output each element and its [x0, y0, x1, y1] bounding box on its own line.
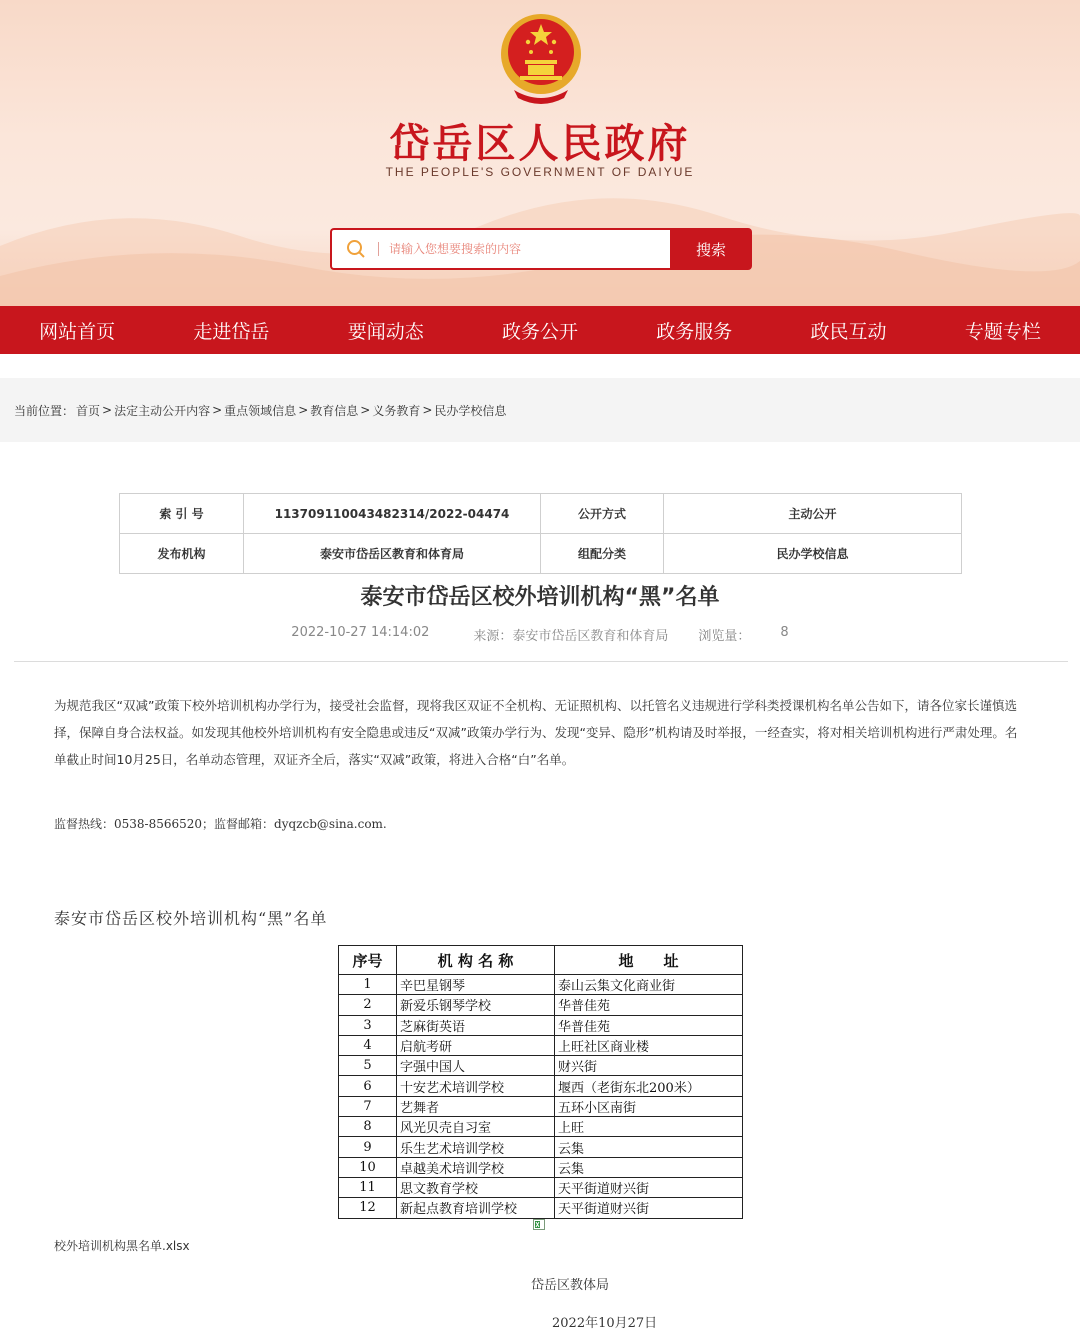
row-address: 华普佳苑: [555, 1015, 743, 1035]
nav-news[interactable]: 要闻动态: [347, 320, 424, 343]
table-row: [339, 1177, 743, 1197]
nav-services[interactable]: 政务服务: [656, 320, 733, 343]
table-row: [339, 1137, 743, 1157]
divider: [14, 661, 1068, 662]
meta-index-label: 索 引 号: [120, 494, 244, 534]
row-no: 12: [339, 1198, 397, 1218]
row-no: 7: [339, 1096, 397, 1116]
table-header-address: 地 址: [555, 946, 743, 975]
search-bar: [330, 228, 752, 270]
row-address: 上旺社区商业楼: [555, 1035, 743, 1055]
table-row: [339, 1198, 743, 1218]
breadcrumb-sep: >: [102, 403, 113, 417]
meta-publisher-label: 发布机构: [120, 534, 244, 574]
article-views-label: 浏览量：: [698, 629, 751, 644]
row-no: 4: [339, 1035, 397, 1055]
article-date: 2022-10-27 14:14:02: [291, 625, 430, 640]
row-no: 1: [339, 975, 397, 995]
search-button[interactable]: 搜索: [670, 228, 752, 270]
meta-method-value: 主动公开: [664, 494, 962, 534]
search-icon: [346, 239, 366, 259]
row-address: 泰山云集文化商业街: [555, 975, 743, 995]
search-separator: [378, 242, 379, 256]
row-address: 五环小区南街: [555, 1096, 743, 1116]
row-name: 芝麻街英语: [397, 1015, 555, 1035]
excel-file-icon[interactable]: [533, 1219, 545, 1230]
search-box: [330, 228, 670, 270]
row-no: 8: [339, 1117, 397, 1137]
row-name: 十安艺术培训学校: [397, 1076, 555, 1096]
breadcrumb-sep: >: [422, 403, 433, 417]
row-name: 辛巴星钢琴: [397, 975, 555, 995]
table-header-name: 机 构 名 称: [397, 946, 555, 975]
table-row: [339, 1076, 743, 1096]
nav-open-gov[interactable]: 政务公开: [501, 320, 578, 343]
breadcrumb: [0, 378, 1080, 442]
table-row: [339, 1015, 743, 1035]
nav-interaction[interactable]: 政民互动: [810, 320, 887, 343]
breadcrumb-sep: >: [360, 403, 371, 417]
article-title: 泰安市岱岳区校外培训机构“黑”名单: [360, 585, 720, 610]
row-name: 乐生艺术培训学校: [397, 1137, 555, 1157]
table-row: [339, 1035, 743, 1055]
row-name: 思文教育学校: [397, 1177, 555, 1197]
row-address: 天平街道财兴街: [555, 1198, 743, 1218]
blacklist-table: [338, 945, 743, 1219]
table-row: [339, 995, 743, 1015]
row-address: 天平街道财兴街: [555, 1177, 743, 1197]
table-row: [339, 1056, 743, 1076]
article-views: 8: [780, 625, 789, 640]
signature: 岱岳区教体局: [531, 1278, 610, 1293]
sign-date: 2022年10月27日: [552, 1316, 658, 1331]
row-no: 9: [339, 1137, 397, 1157]
row-name: 风光贝壳自习室: [397, 1117, 555, 1137]
row-address: 云集: [555, 1157, 743, 1177]
breadcrumb-sep: >: [298, 403, 309, 417]
site-subtitle: THE PEOPLE'S GOVERNMENT OF DAIYUE: [385, 165, 695, 179]
row-no: 3: [339, 1015, 397, 1035]
row-no: 11: [339, 1177, 397, 1197]
meta-index-value: 113709110043482314/2022-04474: [244, 494, 541, 534]
article-source-label: 来源：: [473, 629, 513, 644]
article-paragraph: 为规范我区“双减”政策下校外培训机构办学行为，接受社会监督，现将我区双证不全机构、无证照机构、以托管名义违规进行学科类授课机构名单公告如下，请各位家长谨慎选择，保障自身合法权益。如发现其他校外培训机构有安全隐患或违反“双减”政策办学行为、发现“变异、隐形”机构请及时举报，一经查实，将对相关培训机构进行严肃处理。名单截止时间10月25日，名单动态管理，双证齐全后，落实“双减”政策，将进入合格“白”名单。: [54, 698, 1018, 767]
breadcrumb-link-compulsory[interactable]: 义务教育: [372, 403, 421, 418]
meta-method-label: 公开方式: [541, 494, 664, 534]
list-title: 泰安市岱岳区校外培训机构“黑”名单: [54, 909, 328, 928]
row-no: 2: [339, 995, 397, 1015]
nav-topics[interactable]: 专题专栏: [964, 320, 1041, 343]
row-address: 华普佳苑: [555, 995, 743, 1015]
breadcrumb-link-key-areas[interactable]: 重点领域信息: [224, 403, 297, 418]
row-address: 堰西（老街东北200米）: [555, 1076, 743, 1096]
table-header-row: [339, 946, 743, 975]
national-emblem-icon: [498, 10, 584, 106]
attachment-link[interactable]: 校外培训机构黑名单.xlsx: [54, 1239, 190, 1253]
meta-category-value: 民办学校信息: [664, 534, 962, 574]
breadcrumb-link-education[interactable]: 教育信息: [310, 403, 359, 418]
main-nav: [0, 306, 1080, 354]
breadcrumb-link-private-schools[interactable]: 民办学校信息: [434, 403, 507, 418]
row-name: 字强中国人: [397, 1056, 555, 1076]
breadcrumb-link-disclosure[interactable]: 法定主动公开内容: [114, 403, 211, 418]
row-address: 上旺: [555, 1117, 743, 1137]
table-row: [339, 975, 743, 995]
row-name: 启航考研: [397, 1035, 555, 1055]
site-title: 岱岳区人民政府: [389, 121, 691, 167]
row-name: 新起点教育培训学校: [397, 1198, 555, 1218]
article-source: 泰安市岱岳区教育和体育局: [512, 629, 669, 644]
row-name: 艺舞者: [397, 1096, 555, 1116]
breadcrumb-label: 当前位置：: [14, 403, 75, 418]
row-name: 新爱乐钢琴学校: [397, 995, 555, 1015]
row-address: 财兴街: [555, 1056, 743, 1076]
nav-home[interactable]: 网站首页: [39, 320, 116, 343]
article-meta-table: [119, 493, 962, 574]
site-header: [0, 0, 1080, 306]
breadcrumb-sep: >: [212, 403, 223, 417]
supervision-hotline: 监督热线：0538-8566520；监督邮箱：dyqzcb@sina.com.: [54, 817, 387, 831]
article-info: [0, 625, 1080, 644]
search-input[interactable]: [389, 242, 649, 256]
meta-category-label: 组配分类: [541, 534, 664, 574]
row-no: 10: [339, 1157, 397, 1177]
table-header-no: 序号: [339, 946, 397, 975]
table-row: [339, 1117, 743, 1137]
nav-about[interactable]: 走进岱岳: [193, 320, 270, 343]
row-no: 5: [339, 1056, 397, 1076]
row-name: 卓越美术培训学校: [397, 1157, 555, 1177]
breadcrumb-link-home[interactable]: 首页: [76, 403, 101, 418]
meta-publisher-value: 泰安市岱岳区教育和体育局: [244, 534, 541, 574]
table-row: [339, 1157, 743, 1177]
row-no: 6: [339, 1076, 397, 1096]
table-row: [339, 1096, 743, 1116]
row-address: 云集: [555, 1137, 743, 1157]
